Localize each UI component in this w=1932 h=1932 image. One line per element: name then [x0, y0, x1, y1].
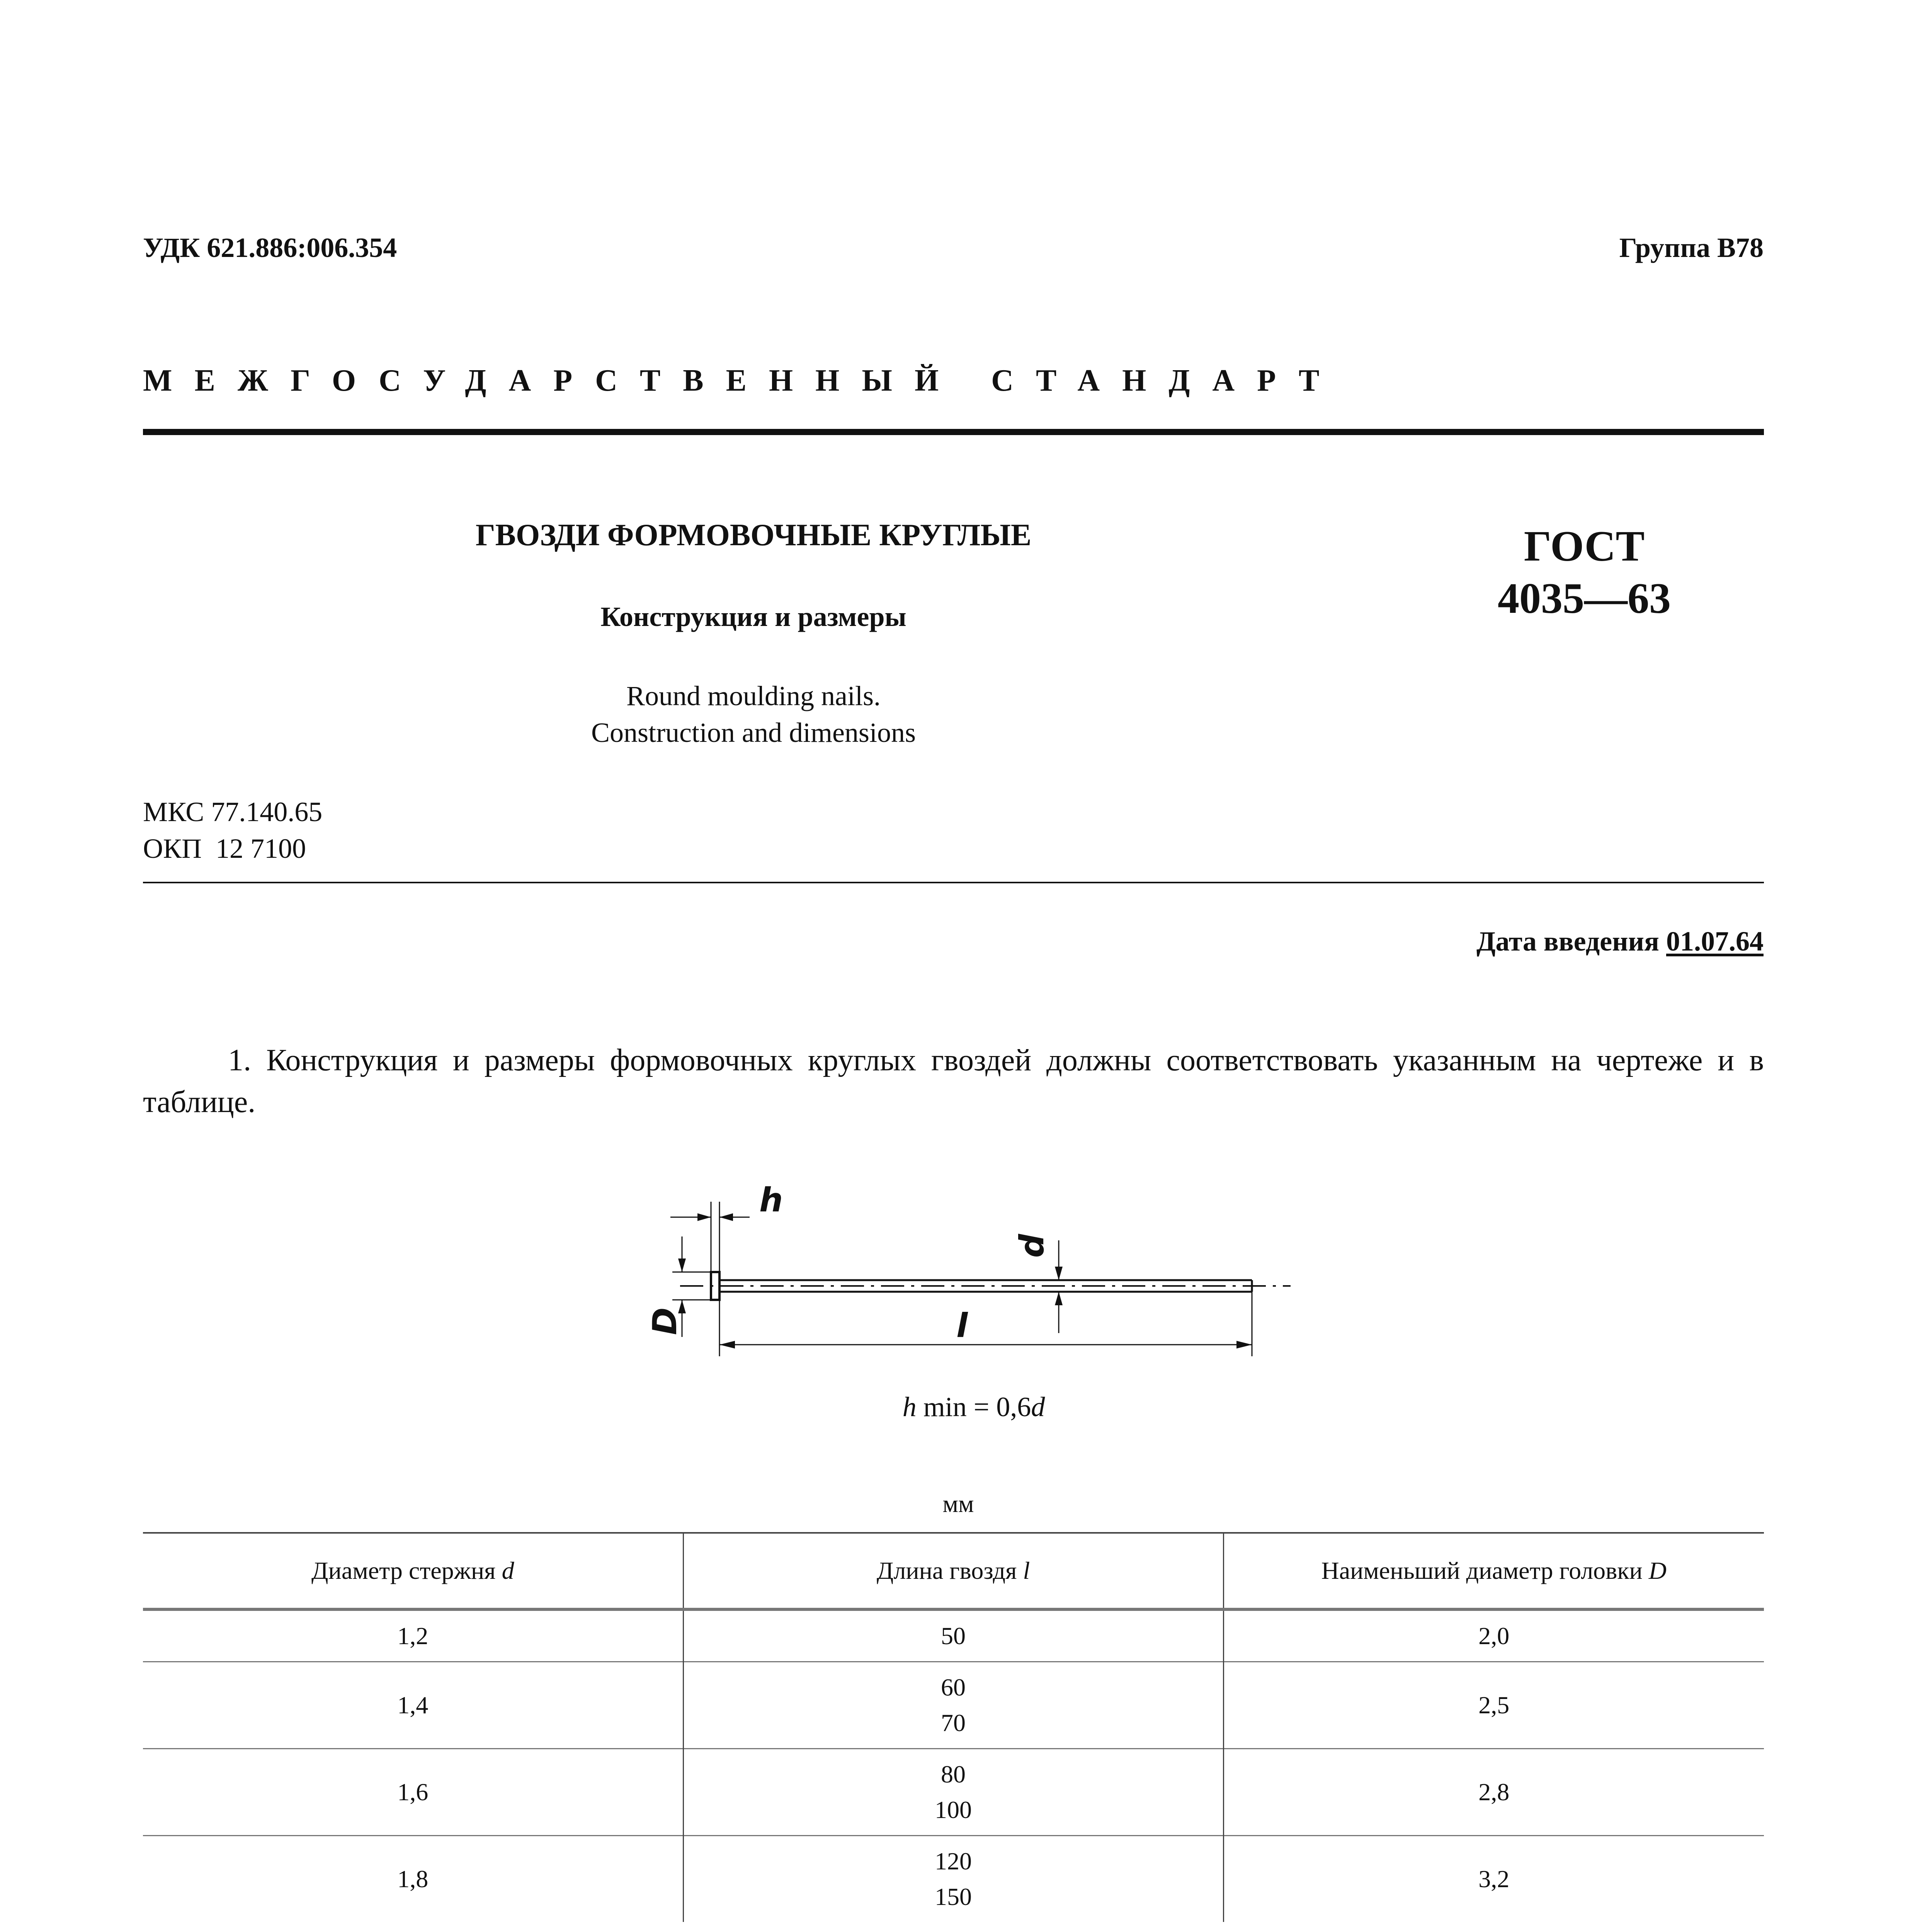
drawing-label-d: d [1013, 1234, 1051, 1258]
l-arrowhead-right [1236, 1341, 1252, 1349]
cell-l: 120 150 [683, 1836, 1223, 1922]
gost-number: 4035—63 [1498, 575, 1671, 622]
introduction-date [1476, 925, 1764, 957]
caption-d-symbol: d [1031, 1391, 1045, 1422]
cell-d: 1,8 [143, 1836, 683, 1922]
d-arrowhead-bottom [1055, 1292, 1063, 1305]
standard-type-heading: МЕЖГОСУДАРСТВЕННЫЙ СТАНДАРТ [143, 364, 1342, 398]
header-min-head-diameter: Наименьший диаметр головки D [1223, 1533, 1764, 1609]
d-arrowhead-top [1055, 1267, 1063, 1280]
h-arrowhead-right [719, 1213, 733, 1221]
l-arrowhead-left [719, 1341, 735, 1349]
table-row [143, 1749, 1764, 1836]
cell-D: 2,8 [1223, 1749, 1764, 1836]
clause-1: 1. Конструкция и размеры формовочных круглых гвоздей должны соответствовать указанным на чертеже и в таблице. [143, 1043, 1764, 1119]
title-english-line1: Round moulding nails. [626, 680, 881, 711]
caption-text: min = 0,6 [916, 1391, 1031, 1422]
D-arrowhead-top [678, 1259, 686, 1272]
nail-drawing [634, 1171, 1314, 1376]
document-subtitle: Конструкция и размеры [600, 601, 906, 632]
document-title: ГВОЗДИ ФОРМОВОЧНЫЕ КРУГЛЫЕ [475, 518, 1032, 552]
table-row [143, 1662, 1764, 1749]
introduction-date-value: 01.07.64 [1666, 926, 1764, 957]
cell-D: 2,0 [1223, 1609, 1764, 1662]
introduction-date-label: Дата введения [1476, 926, 1659, 957]
cell-d: 1,2 [143, 1609, 683, 1662]
drawing-label-l: l [956, 1306, 968, 1345]
header-thick-rule [143, 429, 1764, 435]
cell-D: 3,2 [1223, 1836, 1764, 1922]
h-arrowhead-left [697, 1213, 711, 1221]
drawing-label-D: D [646, 1307, 684, 1335]
gost-label: ГОСТ [1524, 522, 1645, 570]
caption-h-symbol: h [902, 1391, 917, 1422]
drawing-caption [634, 1391, 1314, 1423]
udk-code: УДК 621.886:006.354 [143, 232, 397, 263]
okp-code: ОКП 12 7100 [143, 833, 306, 864]
table-row [143, 1836, 1764, 1922]
cell-d: 1,6 [143, 1749, 683, 1836]
dimensions-table [143, 1532, 1764, 1922]
cell-l: 50 [683, 1609, 1223, 1662]
title-english-line2: Construction and dimensions [591, 717, 916, 748]
drawing-label-h: h [759, 1181, 783, 1219]
cell-l: 80 100 [683, 1749, 1223, 1836]
cell-d: 1,4 [143, 1662, 683, 1749]
header-shank-diameter: Диаметр стержня d [143, 1533, 683, 1609]
table-row [143, 1609, 1764, 1662]
title-block-rule [143, 882, 1764, 883]
table-unit: мм [942, 1490, 974, 1517]
group-code: Группа В78 [1619, 232, 1764, 263]
mks-code: МКС 77.140.65 [143, 796, 323, 827]
cell-l: 60 70 [683, 1662, 1223, 1749]
table-header-row [143, 1533, 1764, 1609]
cell-D: 2,5 [1223, 1662, 1764, 1749]
header-nail-length: Длина гвоздя l [683, 1533, 1223, 1609]
